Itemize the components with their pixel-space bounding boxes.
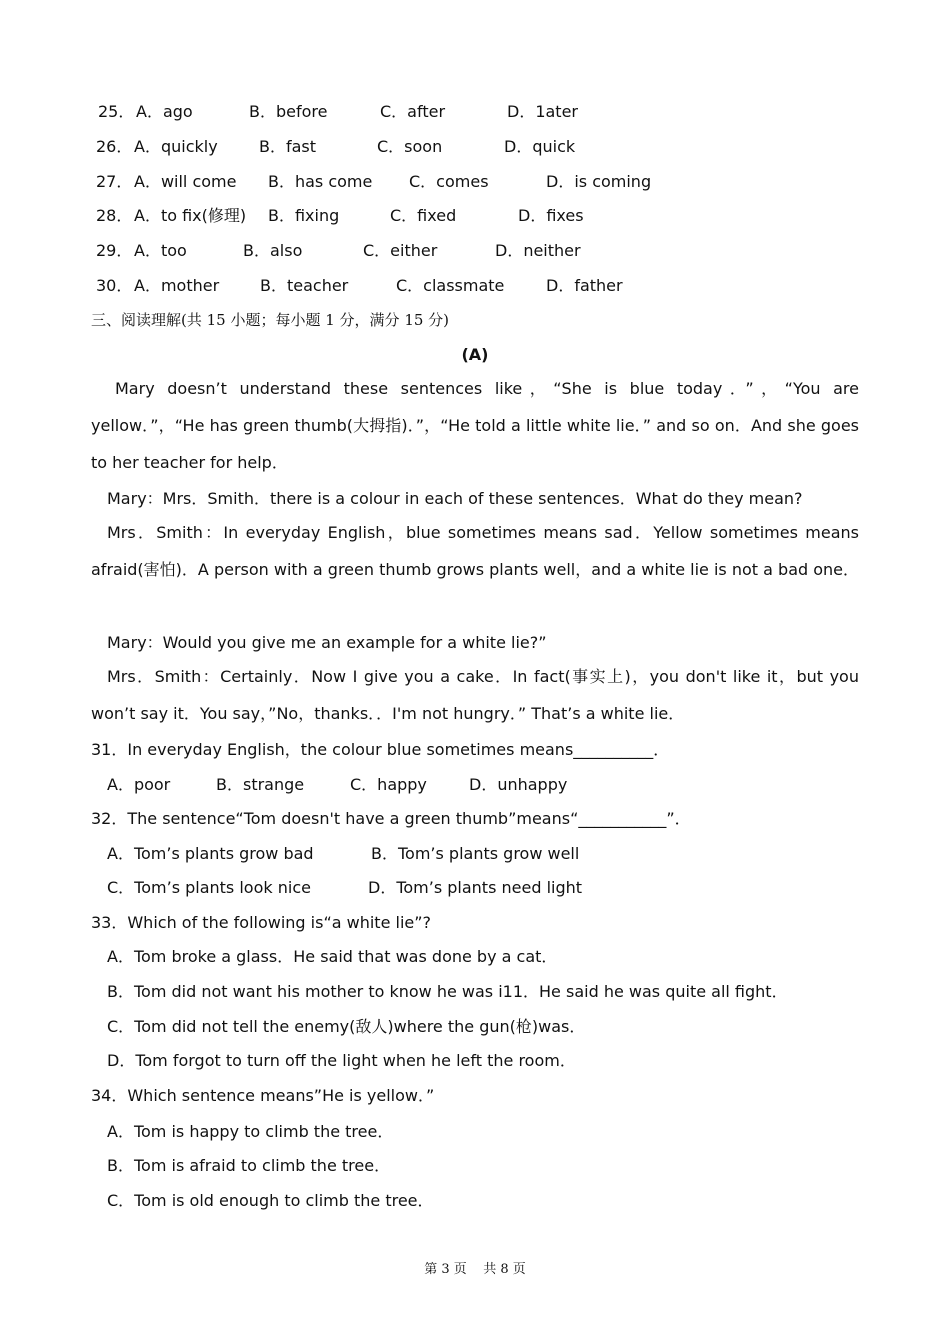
question-stem: 32．The sentence“Tom doesn't have a green thumb”means“___________”．: [91, 809, 691, 828]
option-d: D．Tom’s plants need light: [368, 878, 583, 897]
option-c: C．comes: [409, 172, 489, 191]
question-number: 29．: [96, 241, 133, 260]
option-c: C．classmate: [396, 276, 505, 295]
passage-label: (A): [461, 345, 489, 364]
page-footer: 第 3 页 共 8 页: [424, 1262, 526, 1277]
option-c: C．either: [363, 241, 438, 260]
option-d: D．is coming: [546, 172, 652, 191]
option-b: B．fixing: [268, 206, 340, 225]
option-d: D．neither: [495, 241, 581, 260]
option-a: A．mother: [134, 276, 220, 295]
option-d: D．fixes: [518, 206, 584, 225]
question-number: 25．: [98, 102, 135, 121]
option-d: D．unhappy: [469, 775, 568, 794]
option-b: B．teacher: [260, 276, 349, 295]
option-b: B．has come: [268, 172, 373, 191]
option-c: C．Tom did not tell the enemy(敌人)where the gun(枪)was．: [107, 1017, 586, 1036]
option-a: A．will come: [134, 172, 237, 191]
option-b: B．also: [243, 241, 303, 260]
passage-intro: Mary doesn’t understand these sentences like，“She is blue today．”，“You are yellow．”，“He has green thumb(大拇指)．”，“He told a little white lie．” and so on．And she goes to her teacher for help．: [91, 379, 859, 472]
option-a: A．Tom broke a glass．He said that was done by a cat．: [107, 947, 558, 966]
option-c: C．Tom’s plants look nice: [107, 878, 311, 897]
option-c: C．happy: [350, 775, 427, 794]
question-number: 28．: [96, 206, 133, 225]
option-a: A．poor: [107, 775, 171, 794]
question-number: 27．: [96, 172, 133, 191]
dialogue-line: Mrs．Smith：In everyday English，blue sometimes means sad．Yellow sometimes means afraid(害怕)．A person with a green thumb grows plants well，and a white lie is not a bad one．: [91, 523, 860, 579]
option-b: B．before: [249, 102, 328, 121]
option-c: C．Tom is old enough to climb the tree．: [107, 1191, 434, 1210]
question-stem: 31．In everyday English，the colour blue sometimes means__________．: [91, 740, 670, 759]
option-b: B．Tom did not want his mother to know he was i11．He said he was quite all fight．: [107, 982, 788, 1001]
option-a: A．quickly: [134, 137, 218, 156]
option-a: A．Tom’s plants grow bad: [107, 844, 314, 863]
dialogue-line: Mary：Mrs．Smith．there is a colour in each of these sentences．What do they mean?: [107, 489, 803, 508]
question-stem: 34．Which sentence means”He is yellow．”: [91, 1086, 435, 1105]
option-a: A．ago: [136, 102, 193, 121]
dialogue-line: Mrs．Smith：Certainly．Now I give you a cake．In fact(事实上)，you don't like it，but you won’t say it．You say，”No，thanks．．I'm not hungry．” That’s a white lie．: [91, 667, 859, 723]
option-d: D．quick: [504, 137, 576, 156]
option-c: C．soon: [377, 137, 443, 156]
option-c: C．fixed: [390, 206, 457, 225]
dialogue-line: Mary：Would you give me an example for a white lie?”: [107, 633, 547, 652]
section-title: 三、阅读理解(共 15 小题；每小题 1 分，满分 15 分): [91, 311, 450, 329]
option-b: B．strange: [216, 775, 305, 794]
option-d: D．Tom forgot to turn off the light when he left the room．: [107, 1051, 576, 1070]
question-number: 26．: [96, 137, 133, 156]
option-b: B．Tom’s plants grow well: [371, 844, 580, 863]
option-b: B．Tom is afraid to climb the tree．: [107, 1156, 391, 1175]
option-a: A．to fix(修理): [134, 206, 247, 225]
option-d: D．1ater: [507, 102, 579, 121]
option-b: B．fast: [259, 137, 317, 156]
option-a: A．Tom is happy to climb the tree．: [107, 1122, 394, 1141]
option-a: A．too: [134, 241, 187, 260]
option-c: C．after: [380, 102, 446, 121]
option-d: D．father: [546, 276, 623, 295]
question-number: 30．: [96, 276, 133, 295]
question-stem: 33．Which of the following is“a white lie”?: [91, 913, 432, 932]
